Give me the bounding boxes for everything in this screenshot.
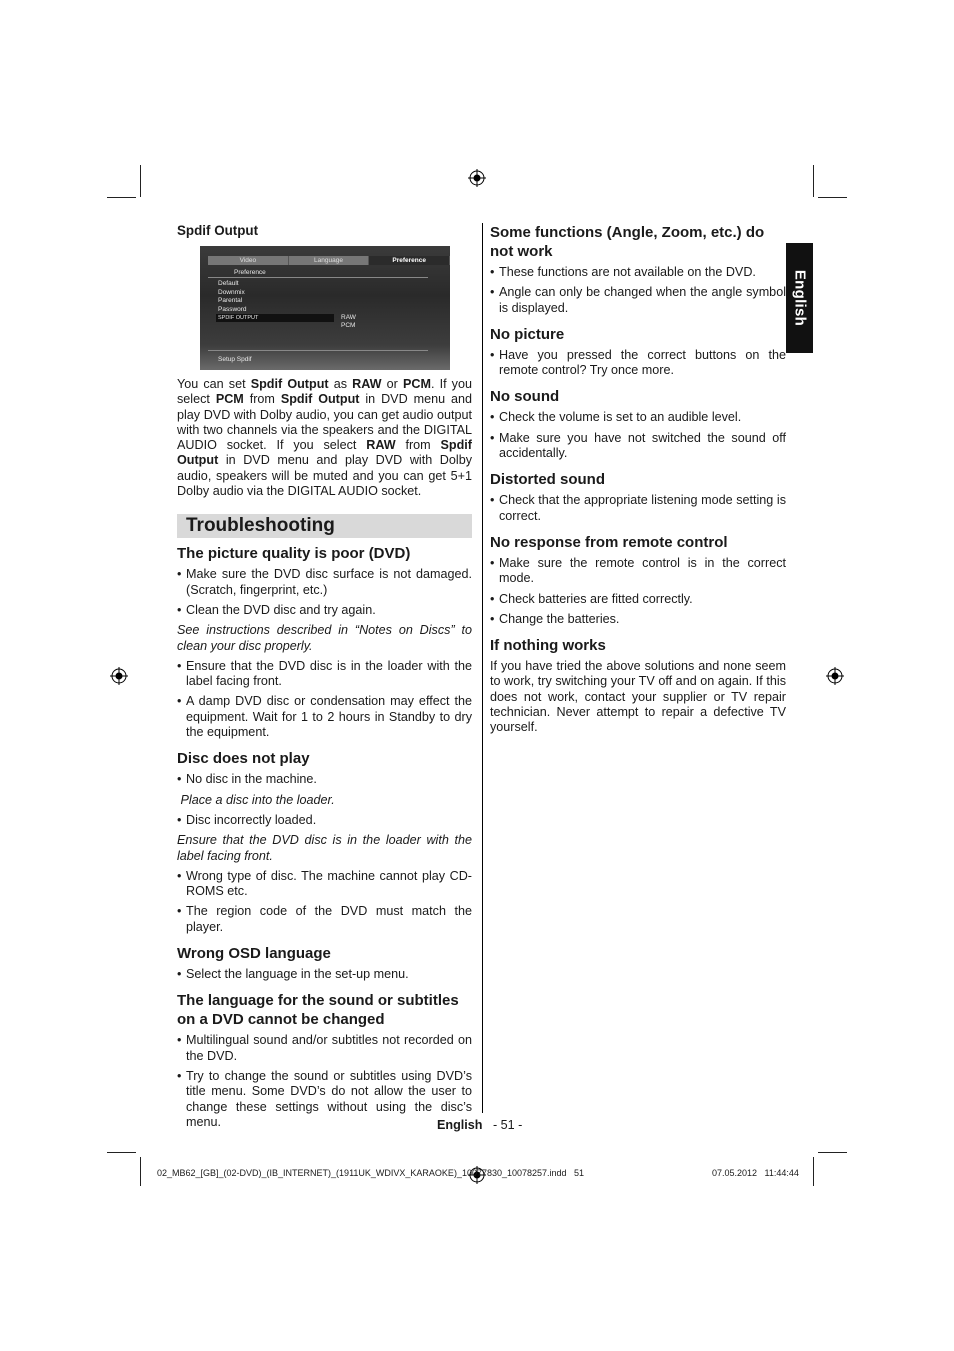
page-footer	[437, 1118, 522, 1132]
troubleshooting-section	[177, 544, 476, 740]
spdif-text-run: RAW	[352, 377, 382, 391]
troubleshooting-section	[490, 636, 786, 735]
bullet-list	[490, 410, 786, 461]
troubleshooting-heading: Troubleshooting	[177, 514, 472, 538]
spdif-text-run: RAW	[366, 438, 396, 453]
crop-mark	[140, 165, 141, 197]
left-column	[177, 377, 476, 1139]
spdif-text-run: from	[395, 438, 441, 453]
crop-mark	[818, 197, 847, 198]
bullet-list	[177, 869, 472, 935]
section-heading: Wrong OSD language	[177, 945, 331, 963]
menu-item-downmix: Downmix	[218, 289, 245, 296]
list-item: • Multilingual sound and/or subtitles not recorded on the DVD.	[177, 1033, 472, 1064]
spdif-text-run: or	[381, 377, 403, 391]
list-item: • Make sure you have not switched the sound off accidentally.	[490, 431, 786, 462]
spdif-text-run: PCM	[402, 377, 431, 391]
menu-tab-video: Video	[208, 256, 289, 265]
troubleshooting-section	[490, 533, 786, 627]
bullet-list	[177, 659, 472, 740]
left-sections	[177, 544, 476, 1130]
bullet-list	[177, 813, 472, 828]
spdif-text-run: as	[328, 377, 353, 391]
menu-item-parental: Parental	[218, 297, 243, 304]
bullet-list	[177, 1033, 472, 1130]
registration-mark-icon	[826, 667, 844, 685]
menu-divider	[208, 350, 428, 351]
troubleshooting-section	[177, 749, 476, 935]
crop-mark	[813, 1157, 814, 1186]
list-item: • Check batteries are fitted correctly.	[490, 592, 786, 607]
right-column	[490, 223, 786, 745]
list-item: • Disc incorrectly loaded.	[177, 813, 472, 828]
menu-item-password: Password	[218, 306, 247, 313]
list-item: • These functions are not available on the DVD.	[490, 265, 786, 280]
italic-note: See instructions described in “Notes on Discs” to clean your disc properly.	[177, 623, 476, 653]
spdif-text-run: from	[243, 392, 281, 407]
page-number: - 51 -	[492, 1118, 523, 1132]
spdif-text-run: PCM	[215, 392, 244, 407]
file-date: 07.05.2012 11:44:44	[712, 1168, 799, 1178]
registration-mark-icon	[110, 667, 128, 685]
bullet-list	[177, 967, 472, 982]
list-item: • A damp DVD disc or condensation may effect the equipment. Wait for 1 to 2 hours in Standby to dry the equipment.	[177, 694, 472, 740]
list-item: • Have you pressed the correct buttons on the remote control? Try once more.	[490, 348, 786, 379]
section-heading: If nothing works	[490, 637, 606, 655]
list-item: • Ensure that the DVD disc is in the loader with the label facing front.	[177, 659, 472, 690]
file-info: 02_MB62_[GB]_(02-DVD)_(IB_INTERNET)_(1911UK_WDIVX_KARAOKE)_10077830_10078257.indd 51	[157, 1168, 585, 1178]
registration-mark-icon	[468, 169, 486, 187]
section-heading: No response from remote control	[490, 533, 728, 551]
troubleshooting-section	[490, 470, 786, 524]
troubleshooting-section	[177, 991, 472, 1130]
menu-divider	[208, 277, 428, 278]
list-item: • The region code of the DVD must match the player.	[177, 904, 472, 935]
paragraph: If you have tried the above solutions and none seem to work, try switching your TV off and on again. If this does not work, contact your supplier or TV repair technician. Never attempt to repair a defective TV yourself.	[490, 659, 786, 735]
menu-tab-language: Language	[289, 256, 370, 265]
list-item: • Angle can only be changed when the angle symbol is displayed.	[490, 285, 786, 316]
section-heading: The picture quality is poor (DVD)	[177, 545, 411, 563]
list-item: • No disc in the machine.	[177, 772, 472, 787]
spdif-title: Spdif Output	[177, 223, 259, 238]
list-item: • Check that the appropriate listening mode setting is correct.	[490, 493, 786, 524]
spdif-text-run: Spdif Output	[177, 438, 472, 468]
bullet-list	[490, 265, 786, 316]
spdif-menu-screenshot	[200, 246, 450, 370]
spdif-paragraph	[177, 377, 472, 499]
troubleshooting-section	[490, 325, 786, 379]
section-heading: No sound	[490, 388, 560, 406]
menu-item-spdif-output: SPDIF OUTPUT	[218, 315, 259, 321]
list-item: • Change the batteries.	[490, 612, 786, 627]
language-tab-label: English	[791, 269, 808, 327]
spdif-text-run: in DVD menu and play DVD with Dolby audio, you can get audio output with two channels via the speakers and the DIGITAL AUDIO socket. If you select	[177, 392, 472, 453]
troubleshooting-section	[490, 223, 786, 316]
spdif-text-run: You can set	[177, 377, 251, 391]
column-divider	[482, 223, 483, 1113]
list-item: • Wrong type of disc. The machine cannot play CD-ROMS etc.	[177, 869, 472, 900]
menu-tabs	[208, 256, 450, 265]
menu-tab-preference: Preference	[369, 256, 450, 265]
menu-heading: Preference	[234, 269, 266, 276]
spdif-text-run: Spdif Output	[250, 377, 329, 391]
list-item: • Select the language in the set-up menu.	[177, 967, 472, 982]
crop-mark	[818, 1152, 847, 1153]
menu-footer: Setup Spdif	[218, 356, 252, 363]
spdif-text-run: . If you select	[177, 377, 472, 407]
troubleshooting-section	[490, 387, 786, 461]
bullet-list	[177, 567, 472, 618]
section-heading: Disc does not play	[177, 750, 310, 768]
list-item: • Try to change the sound or subtitles using DVD’s title menu. Some DVD’s do not allow the user to change these settings without using the disc’s menu.	[177, 1069, 472, 1130]
bullet-list	[490, 556, 786, 627]
section-heading: Some functions (Angle, Zoom, etc.) do not work	[490, 224, 765, 260]
section-heading: Distorted sound	[490, 471, 605, 489]
menu-option-pcm: PCM	[341, 322, 356, 329]
list-item: • Make sure the DVD disc surface is not damaged. (Scratch, fingerprint, etc.)	[177, 567, 472, 598]
italic-note: Ensure that the DVD disc is in the loader with the label facing front.	[177, 833, 476, 863]
crop-mark	[107, 1152, 136, 1153]
bullet-list	[490, 348, 786, 379]
italic-note: Place a disc into the loader.	[177, 792, 335, 807]
crop-mark	[140, 1157, 141, 1186]
list-item: • Make sure the remote control is in the correct mode.	[490, 556, 786, 587]
list-item: • Check the volume is set to an audible level.	[490, 410, 786, 425]
footer-language: English	[437, 1118, 483, 1132]
list-item: • Clean the DVD disc and try again.	[177, 603, 472, 618]
crop-mark	[813, 165, 814, 197]
right-sections	[490, 223, 786, 736]
section-heading: No picture	[490, 325, 565, 343]
menu-item-default: Default	[218, 280, 239, 287]
spdif-text-run: in DVD menu and play DVD with Dolby audio, speakers will be muted and you can get 5+1 Dolby audio via the DIGITAL AUDIO socket.	[177, 453, 472, 499]
section-heading: The language for the sound or subtitles on a DVD cannot be changed	[177, 992, 459, 1029]
bullet-list	[177, 772, 472, 787]
menu-option-raw: RAW	[341, 314, 356, 321]
bullet-list	[490, 493, 786, 524]
spdif-text-run: Spdif Output	[280, 392, 360, 407]
crop-mark	[107, 197, 136, 198]
language-tab	[786, 243, 813, 353]
troubleshooting-section	[177, 944, 472, 982]
